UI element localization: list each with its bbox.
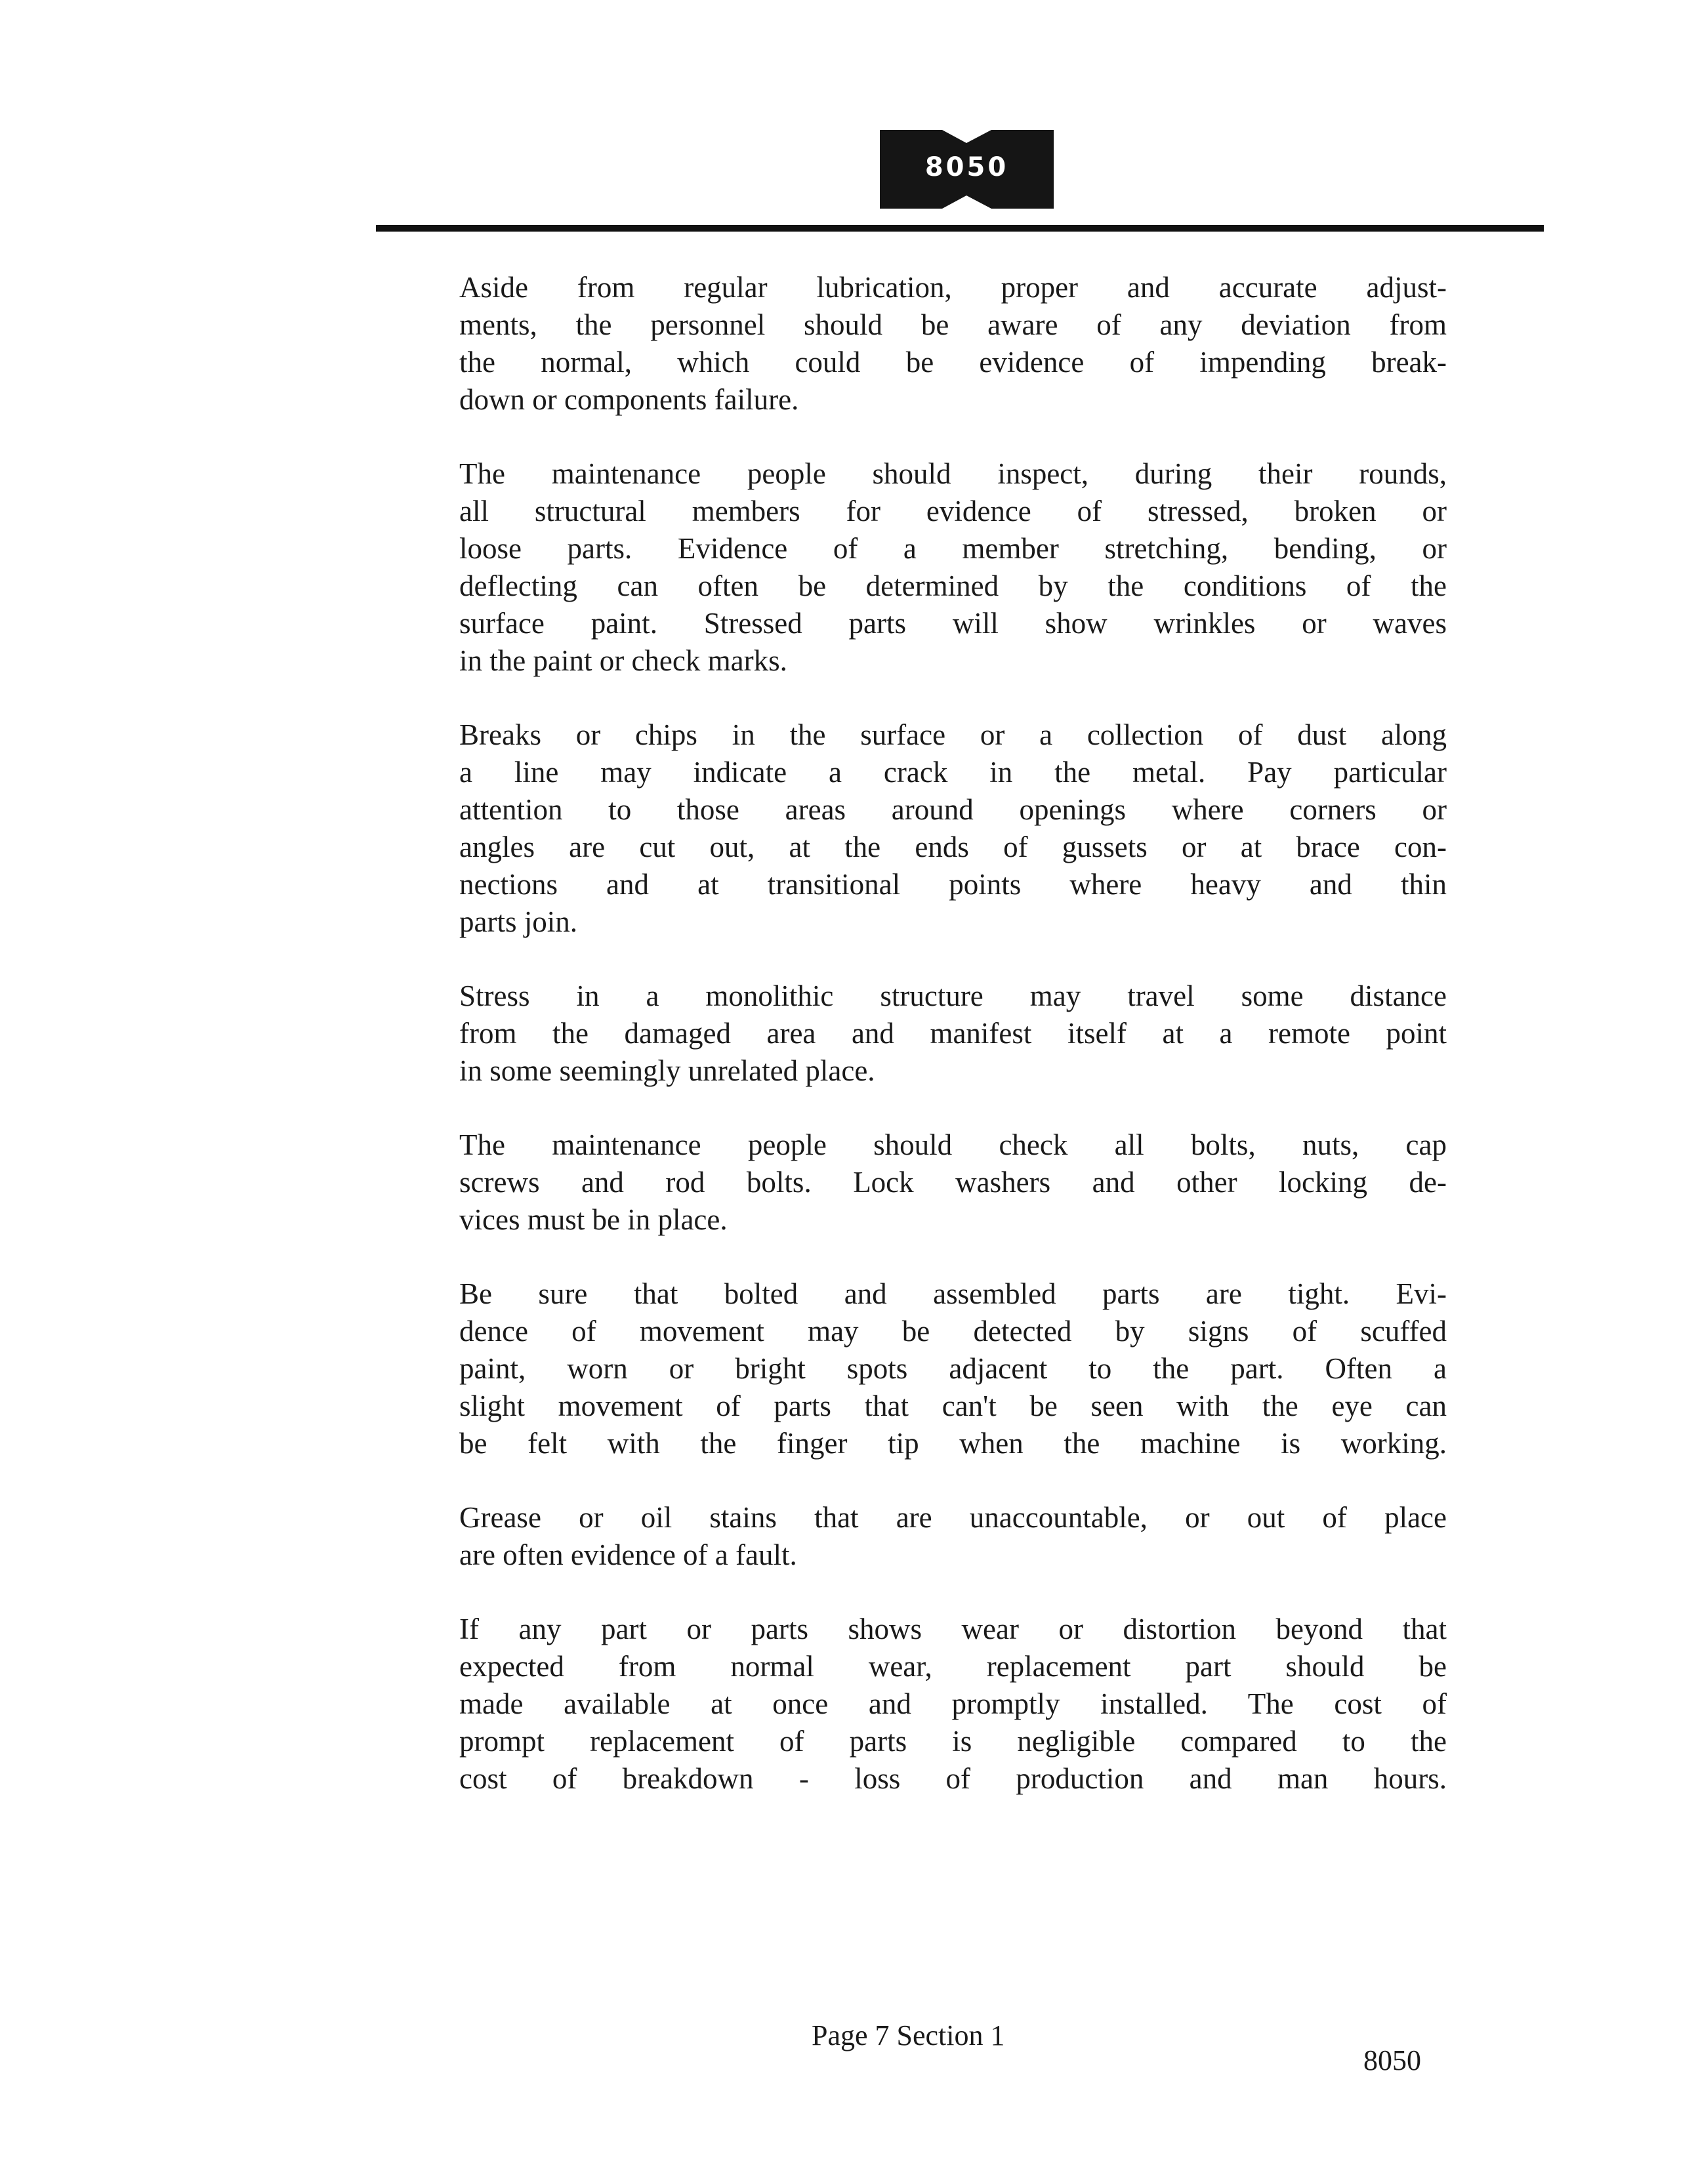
text-line: Grease or oil stains that are unaccountable, or out of place [459, 1501, 1447, 1534]
text-line: parts join. [459, 905, 577, 938]
text-line: nections and at transitional points where heavy and thin [459, 868, 1447, 901]
paragraph-cracks [459, 716, 1447, 941]
paragraph-inspection-awareness [459, 269, 1447, 419]
logo-text: 8050 [924, 152, 1009, 182]
text-line: slight movement of parts that can't be seen with the eye can [459, 1390, 1447, 1422]
paragraph-tight-parts [459, 1275, 1447, 1462]
document-code: 8050 [1363, 2044, 1421, 2076]
paragraph-stains [459, 1499, 1447, 1574]
text-line: screws and rod bolts. Lock washers and other locking de- [459, 1166, 1447, 1199]
text-line: vices must be in place. [459, 1203, 728, 1236]
paragraph-monolithic-stress [459, 978, 1447, 1090]
paragraph-structural-members [459, 455, 1447, 680]
text-line: expected from normal wear, replacement part should be [459, 1650, 1447, 1683]
text-line: down or components failure. [459, 383, 799, 416]
text-line: cost of breakdown - loss of production and man hours. [459, 1762, 1447, 1795]
header-rule [376, 225, 1544, 232]
text-line: If any part or parts shows wear or distortion beyond that [459, 1613, 1447, 1645]
text-line: ments, the personnel should be aware of any deviation from [459, 308, 1447, 341]
text-line: paint, worn or bright spots adjacent to the part. Often a [459, 1352, 1447, 1385]
manufacturer-logo [880, 125, 1054, 209]
paragraph-replacement [459, 1611, 1447, 1798]
text-line: dence of movement may be detected by signs of scuffed [459, 1315, 1447, 1348]
text-line: prompt replacement of parts is negligible compared to the [459, 1725, 1447, 1758]
text-line: Breaks or chips in the surface or a collection of dust along [459, 718, 1447, 751]
text-line: Stress in a monolithic structure may travel some distance [459, 979, 1447, 1012]
text-line: in some seemingly unrelated place. [459, 1054, 875, 1087]
text-line: a line may indicate a crack in the metal. Pay particular [459, 756, 1447, 789]
text-line: loose parts. Evidence of a member stretching, bending, or [459, 532, 1447, 565]
paragraph-bolts [459, 1126, 1447, 1239]
text-line: from the damaged area and manifest itself at a remote point [459, 1017, 1447, 1050]
text-line: made available at once and promptly installed. The cost of [459, 1687, 1447, 1720]
text-line: The maintenance people should check all bolts, nuts, cap [459, 1128, 1447, 1161]
text-line: Aside from regular lubrication, proper and accurate adjust- [459, 271, 1447, 304]
text-line: the normal, which could be evidence of impending break- [459, 346, 1447, 379]
text-line: are often evidence of a fault. [459, 1538, 797, 1571]
text-line: surface paint. Stressed parts will show wrinkles or waves [459, 607, 1447, 640]
text-line: The maintenance people should inspect, during their rounds, [459, 457, 1447, 490]
text-line: be felt with the finger tip when the machine is working. [459, 1427, 1447, 1460]
document-body [459, 269, 1447, 1834]
text-line: all structural members for evidence of stressed, broken or [459, 495, 1447, 527]
page-number-label: Page 7 Section 1 [812, 2019, 1005, 2051]
text-line: angles are cut out, at the ends of gussets or at brace con- [459, 831, 1447, 863]
text-line: in the paint or check marks. [459, 644, 787, 677]
text-line: Be sure that bolted and assembled parts are tight. Evi- [459, 1277, 1447, 1310]
text-line: deflecting can often be determined by the conditions of the [459, 569, 1447, 602]
text-line: attention to those areas around openings where corners or [459, 793, 1447, 826]
